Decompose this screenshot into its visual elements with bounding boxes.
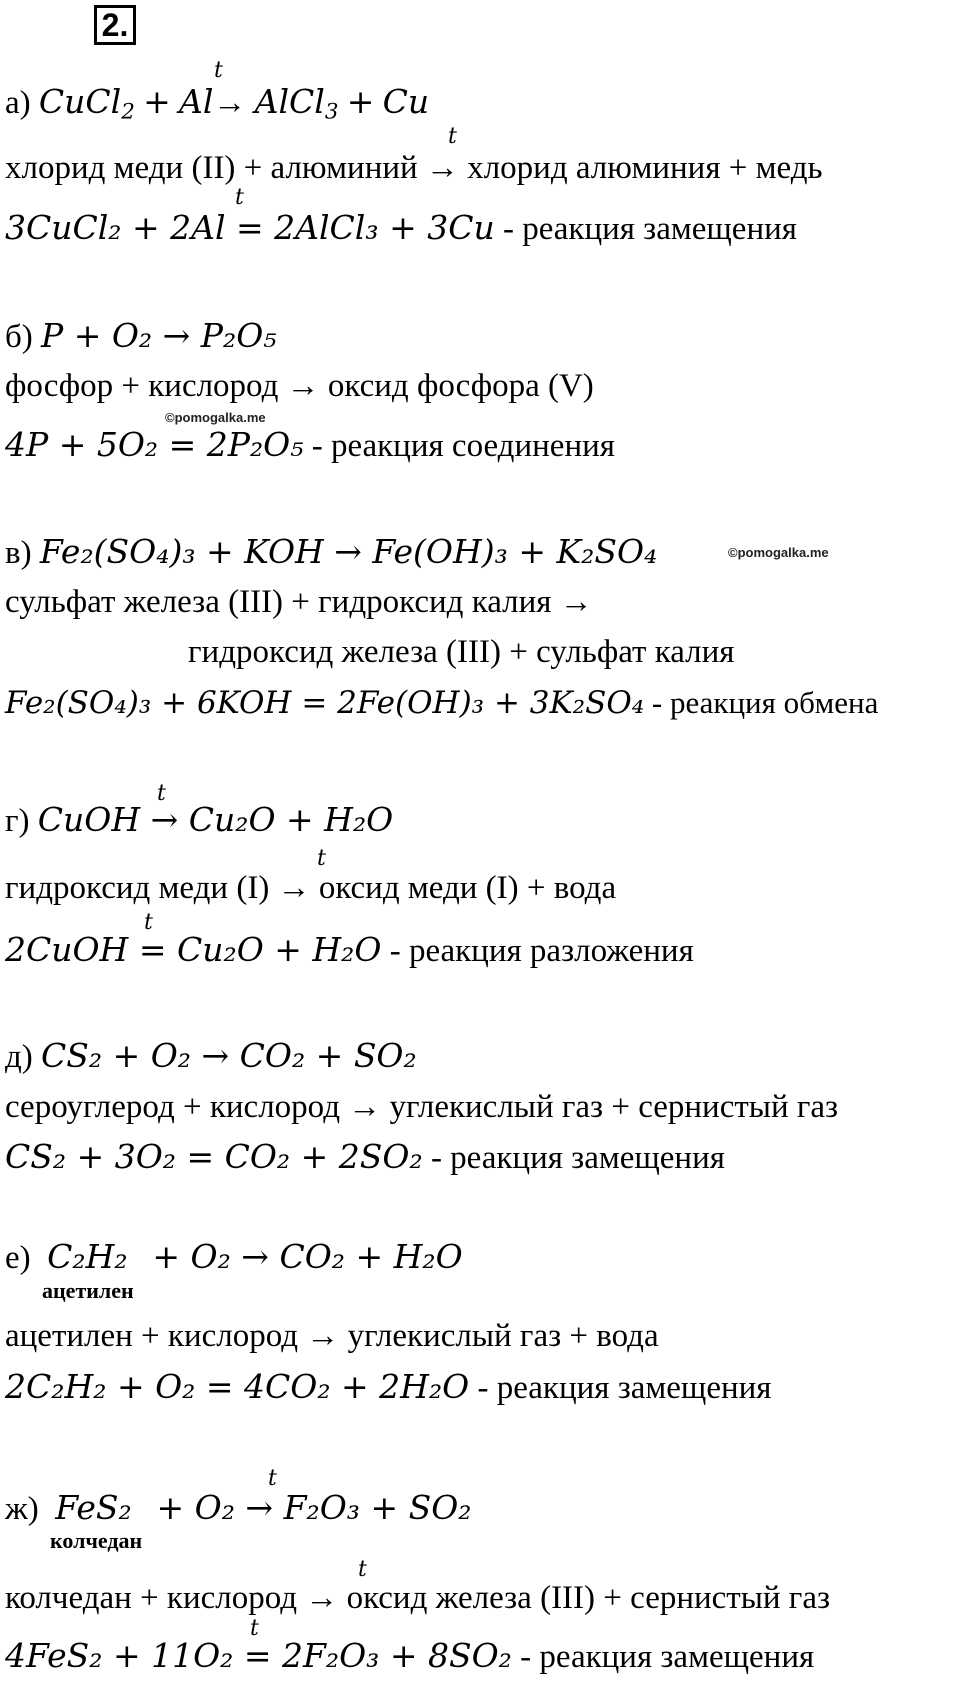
words-a: хлорид меди (II) + алюминий → хлорид алюминия + медь (5, 150, 823, 186)
arrow-icon: → (425, 150, 459, 186)
heat-mark: t (250, 1616, 259, 1641)
words-g: гидроксид меди (I) → оксид меди (I) + вода (5, 870, 617, 906)
balanced-b: 4P + 5O₂ = 2P₂O₅ - реакция соединения (5, 425, 615, 464)
heat-mark: t (448, 124, 457, 149)
heat-mark: t (235, 185, 244, 210)
heat-mark: t (358, 1557, 367, 1582)
words-d: сероуглерод + кислород → углекислый газ + сернистый газ (5, 1089, 839, 1125)
equation-a: а) CuCl$_2$ + Al→ AlCl$_3$ + Cu (5, 82, 430, 125)
product-alcl3: AlCl$_3$ (254, 82, 339, 125)
reactant-name-e: ацетилен (42, 1278, 134, 1303)
heat-mark: t (157, 781, 166, 806)
words-e: ацетилен + кислород → углекислый газ + вода (5, 1318, 659, 1354)
equation-zh: ж) FeS₂ + O₂ → F₂O₃ + SO₂ (5, 1488, 472, 1527)
equation-e: е) C₂H₂ + O₂ → CO₂ + H₂O (5, 1237, 463, 1276)
balanced-d: CS₂ + 3O₂ = CO₂ + 2SO₂ - реакция замещения (5, 1137, 725, 1176)
arrow-icon: → (213, 85, 247, 121)
watermark: ©pomogalka.me (728, 545, 829, 560)
balanced-v: Fe₂(SO₄)₃ + 6KOH = 2Fe(OH)₃ + 3K₂SO₄ - реакция обмена (5, 685, 879, 721)
equation-g: г) CuOH → Cu₂O + H₂O (5, 800, 394, 839)
watermark: ©pomogalka.me (165, 410, 266, 425)
equation-v: в) Fe₂(SO₄)₃ + KOH → Fe(OH)₃ + K₂SO₄ (5, 532, 658, 571)
words-v-1: сульфат железа (III) + гидроксид калия → (5, 584, 593, 620)
heat-mark: t (144, 910, 153, 935)
balanced-a: 3CuCl₂ + 2Al = 2AlCl₃ + 3Cu - реакция замещения (5, 208, 797, 247)
label-a: а) (5, 85, 31, 121)
balanced-zh: 4FeS₂ + 11O₂ = 2F₂O₃ + 8SO₂ - реакция замещения (5, 1636, 815, 1675)
words-v-2: гидроксид железа (III) + сульфат калия (188, 634, 735, 670)
arrow-icon: → (305, 1580, 339, 1616)
heat-mark: t (214, 58, 223, 83)
equation-b: б) P + O₂ → P₂O₅ (5, 316, 277, 355)
words-b: фосфор + кислород → оксид фосфора (V) (5, 368, 594, 404)
reactant-name-zh: колчедан (50, 1528, 143, 1553)
equation-d: д) CS₂ + O₂ → CO₂ + SO₂ (5, 1036, 417, 1075)
arrow-icon: → (277, 870, 311, 906)
balanced-e: 2C₂H₂ + O₂ = 4CO₂ + 2H₂O - реакция замещения (5, 1367, 772, 1406)
balanced-g: 2CuOH = Cu₂O + H₂O - реакция разложения (5, 930, 694, 969)
task-number: 2. (94, 5, 136, 45)
reactant-cucl2: CuCl$_2$ (38, 82, 135, 125)
heat-mark: t (317, 846, 326, 871)
words-zh: колчедан + кислород → оксид железа (III) + сернистый газ (5, 1580, 831, 1616)
heat-mark: t (268, 1466, 277, 1491)
